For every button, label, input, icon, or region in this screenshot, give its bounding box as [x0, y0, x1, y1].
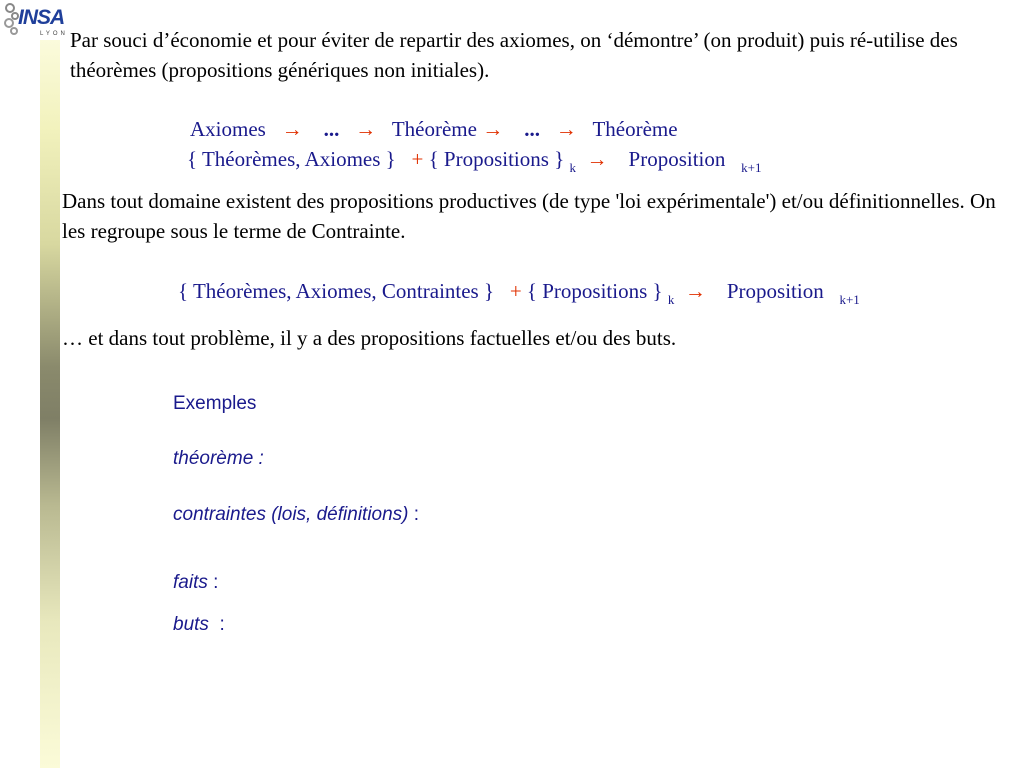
theoreme-label: Théorème	[391, 117, 477, 141]
formula-inference	[187, 147, 761, 176]
formula-chain	[190, 117, 678, 142]
arrow-icon: →	[482, 117, 504, 141]
subscript-k: k	[667, 292, 675, 307]
subscript-k: k	[569, 160, 577, 175]
example-contraintes-label: contraintes (lois, définitions)	[173, 504, 409, 525]
subscript-k1: k+1	[839, 292, 860, 307]
decorative-side-bar	[40, 40, 60, 768]
intro-paragraph: Par souci d’économie et pour éviter de repartir des axiomes, on ‘démontre’ (on produit) puis ré-utilise des théorèmes (propositions génériques non initiales).	[70, 28, 958, 82]
plus-sign: +	[411, 147, 424, 171]
ellipsis: ...	[323, 117, 340, 141]
example-theoreme-label: théorème :	[173, 448, 264, 469]
axiomes-label: Axiomes	[190, 117, 266, 141]
colon: :	[207, 572, 219, 593]
logo-subtext: LYON	[40, 31, 68, 37]
insa-logo	[2, 2, 68, 38]
arrow-icon: →	[555, 117, 577, 141]
example-contraintes	[173, 504, 419, 526]
example-buts-label: buts	[173, 614, 209, 635]
arrow-icon: →	[684, 279, 706, 303]
plus-sign: +	[509, 279, 522, 303]
arrow-icon: →	[281, 117, 303, 141]
colon: :	[208, 614, 225, 635]
arrow-icon: →	[586, 147, 608, 171]
arrow-icon: →	[355, 117, 377, 141]
formula-left-set: { Théorèmes, Axiomes }	[187, 147, 396, 171]
formula-result: Proposition	[628, 147, 726, 171]
example-theoreme	[173, 448, 264, 470]
example-faits-label: faits	[173, 572, 208, 593]
facts-paragraph: … et dans tout problème, il y a des propositions factuelles et/ou des buts.	[62, 326, 677, 350]
logo-text: INSA	[18, 6, 65, 29]
examples-title: Exemples	[173, 393, 257, 414]
formula-left-set: { Théorèmes, Axiomes, Contraintes }	[178, 279, 495, 303]
ellipsis: ...	[524, 117, 540, 141]
example-faits	[173, 572, 218, 594]
subscript-k1: k+1	[741, 160, 762, 175]
formula-propositions: { Propositions }	[526, 279, 663, 303]
formula-propositions: { Propositions }	[428, 147, 565, 171]
formula-inference-constraints	[178, 279, 860, 308]
formula-result: Proposition	[726, 279, 824, 303]
colon: :	[408, 504, 420, 525]
example-buts	[173, 614, 225, 636]
theoreme-label: Théorème	[592, 117, 678, 141]
constraints-paragraph: Dans tout domaine existent des propositions productives (de type 'loi expérimentale') et/ou définitionnelles. On les regroupe sous le terme de Contrainte.	[62, 189, 996, 243]
